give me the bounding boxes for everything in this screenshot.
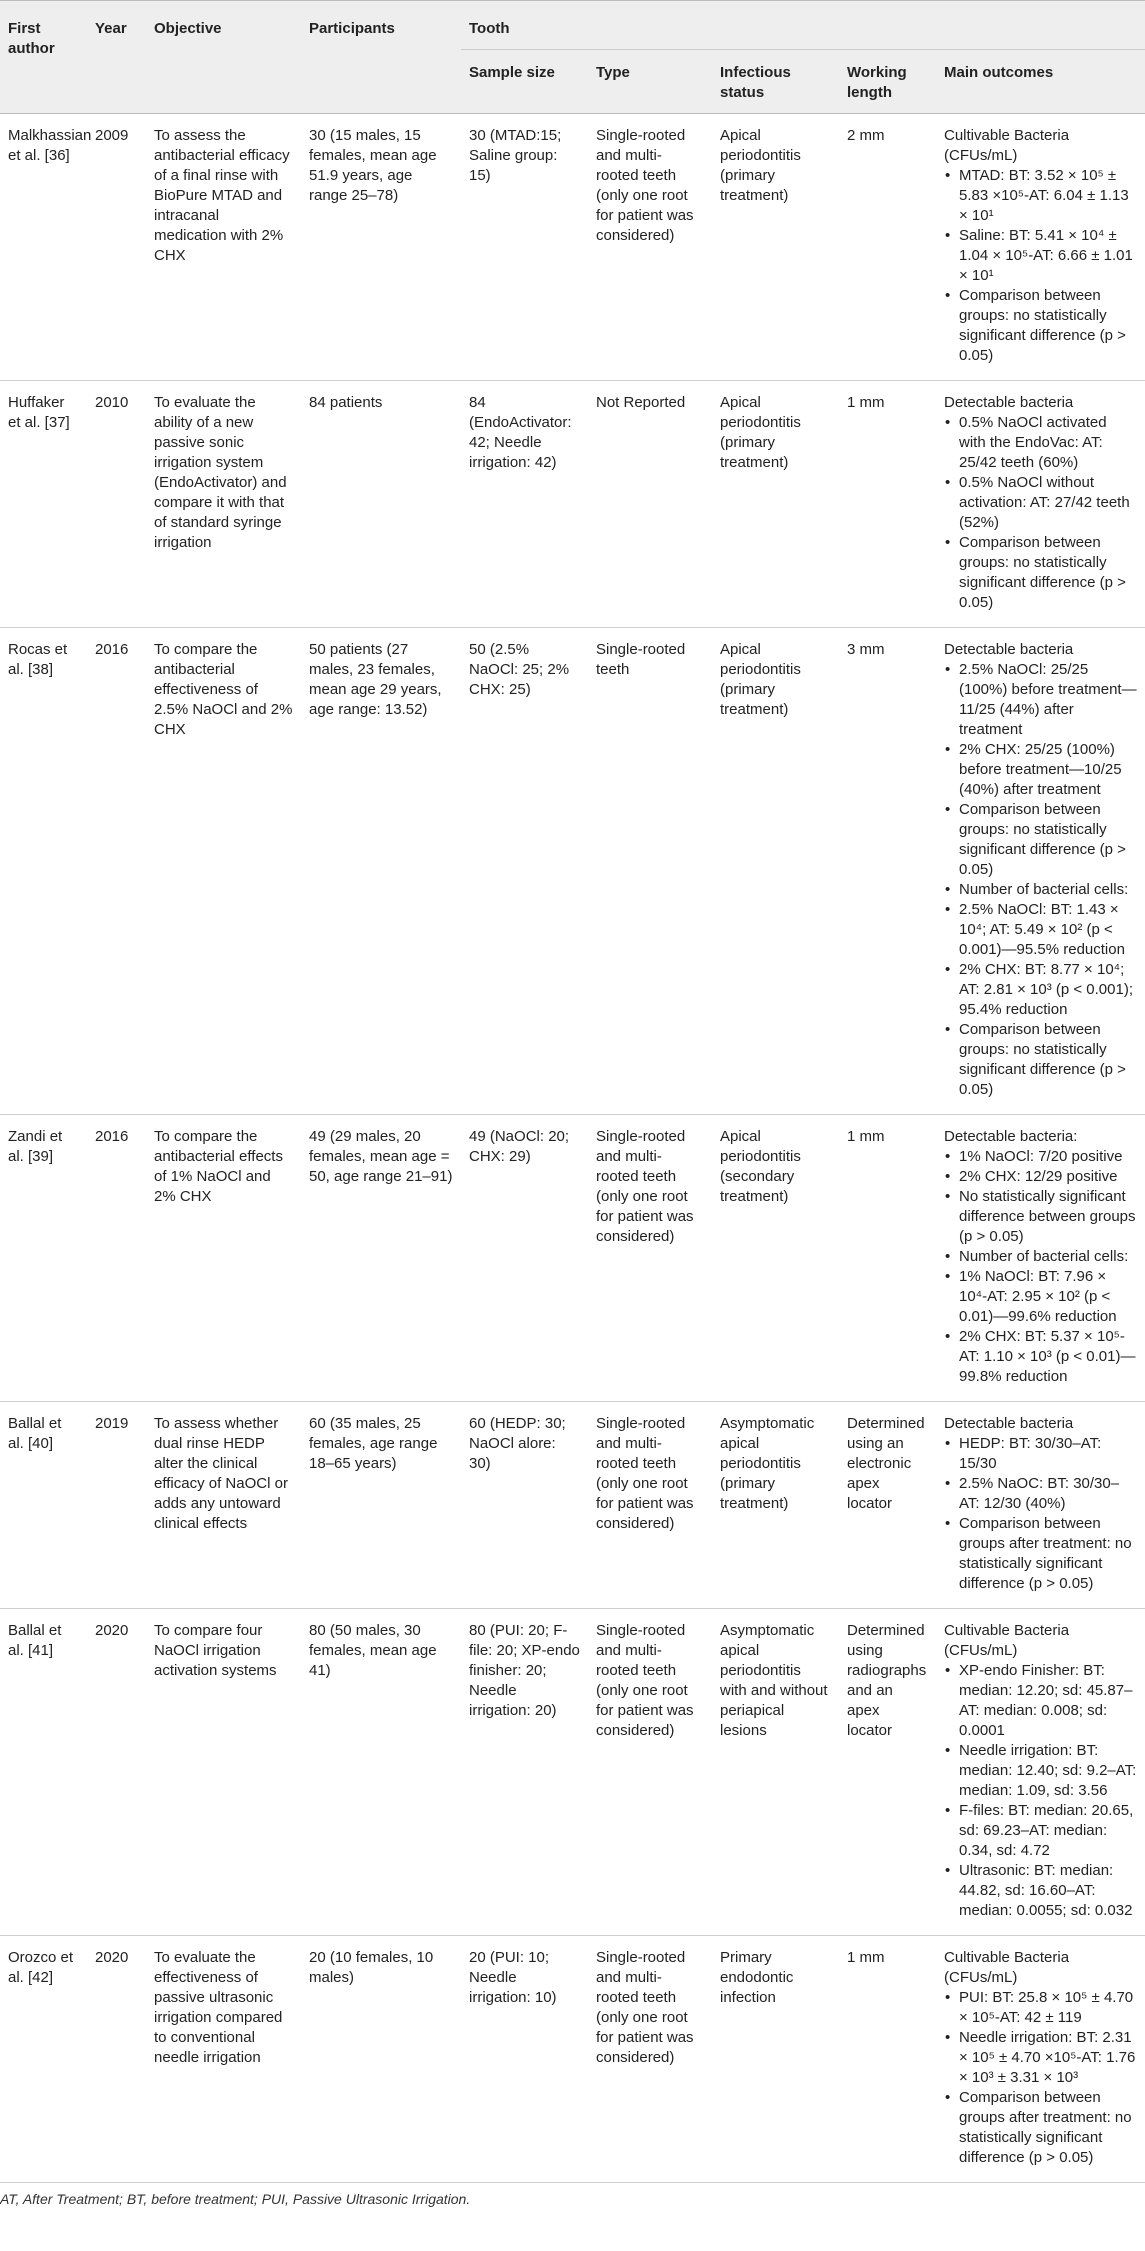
outcome-item: • 0.5% NaOCl activated with the EndoVac: AT: 25/42 teeth (60%) bbox=[944, 413, 1137, 473]
outcome-item: • 2% CHX: 25/25 (100%) before treatment—10/25 (40%) after treatment bbox=[944, 740, 1137, 800]
outcome-item: • Comparison between groups: no statistically significant difference (p > 0.05) bbox=[944, 286, 1137, 366]
outcomes-list bbox=[944, 166, 1137, 366]
header-year: Year bbox=[87, 1, 146, 114]
outcomes-list bbox=[944, 413, 1137, 613]
cell-working-length: Determined using radiographs and an apex locator bbox=[847, 1622, 927, 1739]
outcomes-list bbox=[944, 1988, 1137, 2168]
outcomes-heading: Cultivable Bacteria (CFUs/mL) bbox=[944, 127, 1070, 164]
outcome-item: • 2.5% NaOC: BT: 30/30–AT: 12/30 (40%) bbox=[944, 1474, 1137, 1514]
header-tooth: Tooth bbox=[461, 1, 1145, 50]
outcomes-heading: Detectable bacteria bbox=[944, 394, 1074, 411]
cell-participants: 60 (35 males, 25 females, age range 18–65 years) bbox=[309, 1415, 438, 1472]
cell-sample-size: 84 (EndoActivator: 42; Needle irrigation: 42) bbox=[469, 394, 572, 471]
cell-author: Huffaker et al. [37] bbox=[8, 394, 70, 431]
cell-main-outcomes bbox=[936, 1609, 1145, 1936]
cell-infectious-status: Apical periodontitis (primary treatment) bbox=[720, 127, 801, 204]
outcomes-list bbox=[944, 1661, 1137, 1921]
cell-year: 2020 bbox=[95, 1622, 129, 1639]
outcome-item: • Saline: BT: 5.41 × 10⁴ ± 1.04 × 10⁵-AT: 6.66 ± 1.01 × 10¹ bbox=[944, 226, 1137, 286]
outcome-item: • Needle irrigation: BT: median: 12.40; sd: 9.2–AT: median: 1.09, sd: 3.56 bbox=[944, 1741, 1137, 1801]
cell-year: 2016 bbox=[95, 641, 129, 658]
cell-participants: 80 (50 males, 30 females, mean age 41) bbox=[309, 1622, 437, 1679]
outcome-item: • Comparison between groups: no statistically significant difference (p > 0.05) bbox=[944, 533, 1137, 613]
cell-working-length: 1 mm bbox=[847, 1949, 885, 1966]
cell-sample-size: 60 (HEDP: 30; NaOCl alore: 30) bbox=[469, 1415, 566, 1472]
cell-objective: To compare the antibacterial effectiveness of 2.5% NaOCl and 2% CHX bbox=[154, 641, 293, 738]
outcome-item: • Comparison between groups after treatment: no statistically significant difference (p > 0.05) bbox=[944, 1514, 1137, 1594]
outcomes-list bbox=[944, 660, 1137, 1100]
outcomes-list bbox=[944, 1147, 1137, 1387]
cell-infectious-status: Asymptomatic apical periodontitis (primary treatment) bbox=[720, 1415, 815, 1512]
cell-year: 2020 bbox=[95, 1949, 129, 1966]
outcome-item: • 1% NaOCl: 7/20 positive bbox=[944, 1147, 1137, 1167]
cell-author: Malkhassian et al. [36] bbox=[8, 127, 92, 164]
cell-working-length: Determined using an electronic apex locator bbox=[847, 1415, 925, 1512]
table-row bbox=[0, 381, 1145, 628]
cell-author: Ballal et al. [41] bbox=[8, 1622, 62, 1659]
cell-main-outcomes bbox=[936, 1402, 1145, 1609]
cell-working-length: 2 mm bbox=[847, 127, 885, 144]
header-type: Type bbox=[588, 50, 712, 114]
outcome-item: • 1% NaOCl: BT: 7.96 × 10⁴-AT: 2.95 × 10² (p < 0.01)—99.6% reduction bbox=[944, 1267, 1137, 1327]
cell-tooth-type: Single-rooted and multi-rooted teeth (only one root for patient was considered) bbox=[596, 1415, 694, 1532]
outcome-item: • 2% CHX: 12/29 positive bbox=[944, 1167, 1137, 1187]
cell-participants: 20 (10 females, 10 males) bbox=[309, 1949, 434, 1986]
cell-tooth-type: Single-rooted and multi-rooted teeth (only one root for patient was considered) bbox=[596, 1949, 694, 2066]
header-participants: Participants bbox=[301, 1, 461, 114]
outcome-item: • F-files: BT: median: 20.65, sd: 69.23–AT: median: 0.34, sd: 4.72 bbox=[944, 1801, 1137, 1861]
cell-infectious-status: Apical periodontitis (primary treatment) bbox=[720, 394, 801, 471]
table-body bbox=[0, 114, 1145, 2183]
cell-main-outcomes bbox=[936, 381, 1145, 628]
header-row-top bbox=[0, 1, 1145, 50]
outcome-item: • 0.5% NaOCl without activation: AT: 27/42 teeth (52%) bbox=[944, 473, 1137, 533]
cell-participants: 49 (29 males, 20 females, mean age = 50, age range 21–91) bbox=[309, 1128, 453, 1185]
cell-main-outcomes bbox=[936, 114, 1145, 381]
cell-sample-size: 80 (PUI: 20; F-file: 20; XP-endo finisher: 20; Needle irrigation: 20) bbox=[469, 1622, 580, 1719]
outcome-item: • PUI: BT: 25.8 × 10⁵ ± 4.70 × 10⁵-AT: 42 ± 119 bbox=[944, 1988, 1137, 2028]
cell-working-length: 3 mm bbox=[847, 641, 885, 658]
cell-working-length: 1 mm bbox=[847, 394, 885, 411]
outcomes-heading: Cultivable Bacteria (CFUs/mL) bbox=[944, 1949, 1070, 1986]
cell-main-outcomes bbox=[936, 628, 1145, 1115]
header-main-outcomes: Main outcomes bbox=[936, 50, 1145, 114]
table-row bbox=[0, 114, 1145, 381]
cell-objective: To assess the antibacterial efficacy of a final rinse with BioPure MTAD and intracanal medication with 2% CHX bbox=[154, 127, 290, 264]
header-working-length: Working length bbox=[839, 50, 936, 114]
outcome-item: • Comparison between groups after treatment: no statistically significant difference (p > 0.05) bbox=[944, 2088, 1137, 2168]
cell-year: 2009 bbox=[95, 127, 129, 144]
cell-tooth-type: Single-rooted and multi-rooted teeth (only one root for patient was considered) bbox=[596, 1622, 694, 1739]
cell-participants: 30 (15 males, 15 females, mean age 51.9 years, age range 25–78) bbox=[309, 127, 437, 204]
cell-infectious-status: Asymptomatic apical periodontitis with and without periapical lesions bbox=[720, 1622, 828, 1739]
outcome-item: • 2.5% NaOCl: 25/25 (100%) before treatment—11/25 (44%) after treatment bbox=[944, 660, 1137, 740]
cell-objective: To compare the antibacterial effects of 1% NaOCl and 2% CHX bbox=[154, 1128, 283, 1205]
outcome-item: • Needle irrigation: BT: 2.31 × 10⁵ ± 4.70 ×10⁵-AT: 1.76 × 10³ ± 3.31 × 10³ bbox=[944, 2028, 1137, 2088]
outcomes-heading: Detectable bacteria: bbox=[944, 1128, 1078, 1145]
cell-objective: To compare four NaOCl irrigation activation systems bbox=[154, 1622, 277, 1679]
cell-sample-size: 50 (2.5% NaOCl: 25; 2% CHX: 25) bbox=[469, 641, 570, 698]
cell-sample-size: 20 (PUI: 10; Needle irrigation: 10) bbox=[469, 1949, 557, 2006]
cell-sample-size: 30 (MTAD:15; Saline group: 15) bbox=[469, 127, 562, 184]
header-infectious-status: Infectious status bbox=[712, 50, 839, 114]
outcomes-list bbox=[944, 1434, 1137, 1594]
table-row bbox=[0, 628, 1145, 1115]
cell-sample-size: 49 (NaOCl: 20; CHX: 29) bbox=[469, 1128, 570, 1165]
outcome-item: • 2% CHX: BT: 5.37 × 10⁵-AT: 1.10 × 10³ (p < 0.01)—99.8% reduction bbox=[944, 1327, 1137, 1387]
cell-tooth-type: Single-rooted teeth bbox=[596, 641, 686, 678]
cell-objective: To evaluate the ability of a new passive sonic irrigation system (EndoActivator) and compare it with that of standard syringe irrigation bbox=[154, 394, 287, 551]
cell-author: Ballal et al. [40] bbox=[8, 1415, 62, 1452]
outcome-item: • 2% CHX: BT: 8.77 × 10⁴; AT: 2.81 × 10³ (p < 0.001); 95.4% reduction bbox=[944, 960, 1137, 1020]
cell-author: Orozco et al. [42] bbox=[8, 1949, 74, 1986]
cell-objective: To evaluate the effectiveness of passive ultrasonic irrigation compared to conventional needle irrigation bbox=[154, 1949, 283, 2066]
table-row bbox=[0, 1115, 1145, 1402]
cell-year: 2019 bbox=[95, 1415, 129, 1432]
cell-participants: 50 patients (27 males, 23 females, mean age 29 years, age range: 13.52) bbox=[309, 641, 442, 718]
cell-author: Zandi et al. [39] bbox=[8, 1128, 63, 1165]
outcome-item: • 2.5% NaOCl: BT: 1.43 × 10⁴; AT: 5.49 × 10² (p < 0.001)—95.5% reduction bbox=[944, 900, 1137, 960]
cell-tooth-type: Single-rooted and multi-rooted teeth (only one root for patient was considered) bbox=[596, 1128, 694, 1245]
table-footnote: AT, After Treatment; BT, before treatment; PUI, Passive Ultrasonic Irrigation. bbox=[0, 2191, 471, 2207]
cell-author: Rocas et al. [38] bbox=[8, 641, 68, 678]
outcomes-heading: Detectable bacteria bbox=[944, 641, 1074, 658]
cell-participants: 84 patients bbox=[309, 394, 383, 411]
cell-tooth-type: Single-rooted and multi-rooted teeth (only one root for patient was considered) bbox=[596, 127, 694, 244]
outcome-item: • XP-endo Finisher: BT: median: 12.20; sd: 45.87–AT: median: 0.008; sd: 0.0001 bbox=[944, 1661, 1137, 1741]
cell-year: 2016 bbox=[95, 1128, 129, 1145]
table-row bbox=[0, 1402, 1145, 1609]
cell-infectious-status: Apical periodontitis (secondary treatment) bbox=[720, 1128, 801, 1205]
outcomes-heading: Detectable bacteria bbox=[944, 1415, 1074, 1432]
table-row bbox=[0, 1936, 1145, 2183]
outcome-item: • Number of bacterial cells: bbox=[944, 1247, 1137, 1267]
outcome-item: • Comparison between groups: no statistically significant difference (p > 0.05) bbox=[944, 1020, 1137, 1100]
outcome-item: • Comparison between groups: no statistically significant difference (p > 0.05) bbox=[944, 800, 1137, 880]
outcome-item: • No statistically significant difference between groups (p > 0.05) bbox=[944, 1187, 1137, 1247]
outcome-item: • Ultrasonic: BT: median: 44.82, sd: 16.60–AT: median: 0.0055; sd: 0.032 bbox=[944, 1861, 1137, 1921]
cell-infectious-status: Primary endodontic infection bbox=[720, 1949, 794, 2006]
cell-working-length: 1 mm bbox=[847, 1128, 885, 1145]
cell-main-outcomes bbox=[936, 1115, 1145, 1402]
cell-objective: To assess whether dual rinse HEDP alter the clinical efficacy of NaOCl or adds any untoward clinical effects bbox=[154, 1415, 288, 1532]
outcome-item: • Number of bacterial cells: bbox=[944, 880, 1137, 900]
outcomes-heading: Cultivable Bacteria (CFUs/mL) bbox=[944, 1622, 1070, 1659]
cell-infectious-status: Apical periodontitis (primary treatment) bbox=[720, 641, 801, 718]
outcome-item: • MTAD: BT: 3.52 × 10⁵ ± 5.83 ×10⁵-AT: 6.04 ± 1.13 × 10¹ bbox=[944, 166, 1137, 226]
cell-main-outcomes bbox=[936, 1936, 1145, 2183]
table-row bbox=[0, 1609, 1145, 1936]
cell-year: 2010 bbox=[95, 394, 129, 411]
outcome-item: • HEDP: BT: 30/30–AT: 15/30 bbox=[944, 1434, 1137, 1474]
header-sample-size: Sample size bbox=[461, 50, 588, 114]
header-first-author: First author bbox=[0, 1, 87, 114]
header-objective: Objective bbox=[146, 1, 301, 114]
cell-tooth-type: Not Reported bbox=[596, 394, 686, 411]
